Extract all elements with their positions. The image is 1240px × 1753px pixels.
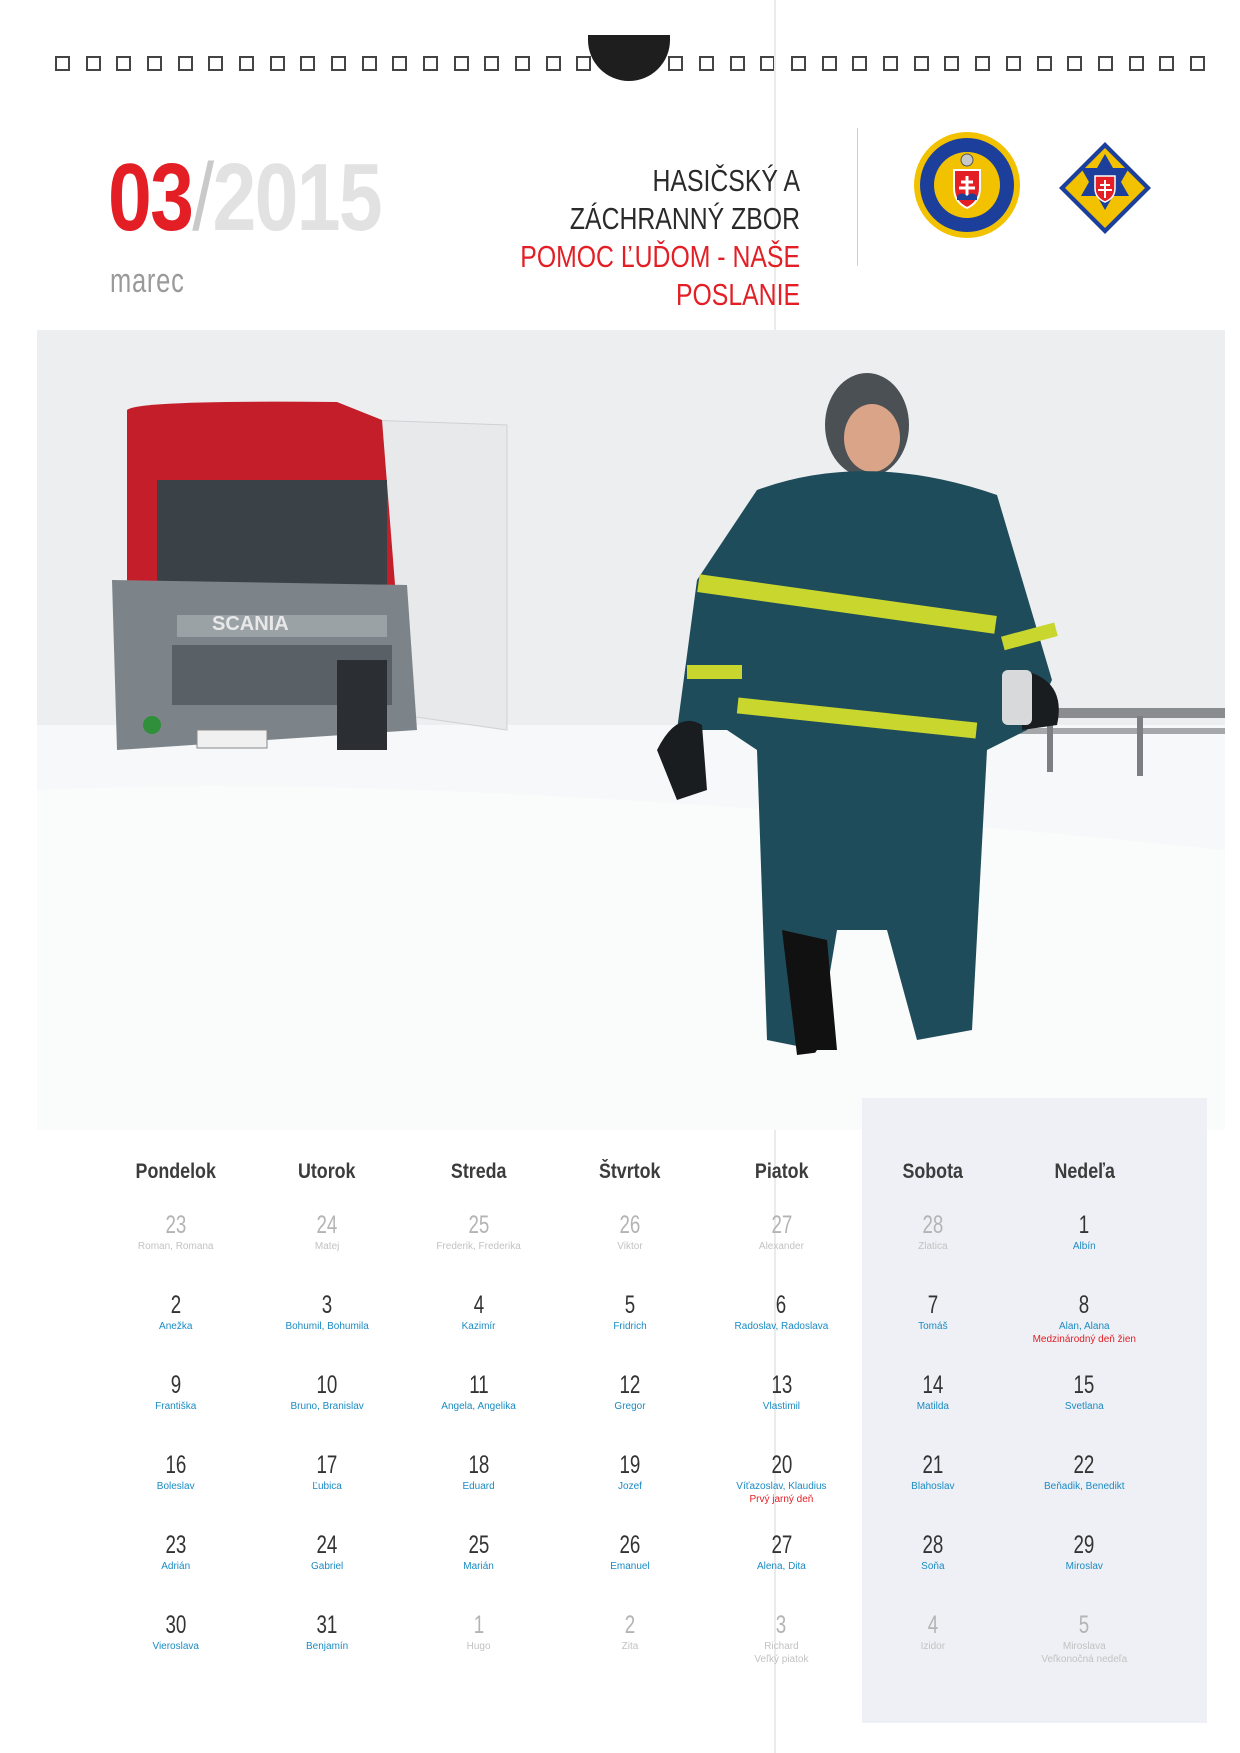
day-number: 26 xyxy=(619,1531,641,1559)
organization-title xyxy=(496,162,800,314)
weekday-header: Štvrtok xyxy=(599,1160,661,1183)
year: 2015 xyxy=(212,144,382,251)
day-cell xyxy=(706,1370,857,1450)
day-cell xyxy=(251,1370,402,1450)
day-cell xyxy=(857,1450,1008,1530)
name-day: Františka xyxy=(155,1401,197,1412)
holiday-note: Veľký piatok xyxy=(754,1654,809,1665)
name-day: Jozef xyxy=(618,1481,642,1492)
day-number: 12 xyxy=(619,1371,641,1399)
day-number: 5 xyxy=(1079,1611,1090,1639)
name-day: Vlastimil xyxy=(762,1401,801,1412)
day-number: 1 xyxy=(1079,1211,1090,1239)
day-number: 25 xyxy=(468,1531,489,1559)
day-cell xyxy=(857,1370,1008,1450)
name-day: Matej xyxy=(314,1241,340,1252)
month-name: marec xyxy=(110,262,185,300)
name-day: Bohumil, Bohumila xyxy=(285,1321,369,1332)
day-cell xyxy=(1009,1450,1160,1530)
name-day: Matilda xyxy=(916,1401,949,1412)
name-day: Tomáš xyxy=(918,1321,948,1332)
day-number: 6 xyxy=(776,1291,787,1319)
binding-hole xyxy=(1159,56,1174,71)
binding-hole xyxy=(86,56,101,71)
name-day: Beňadik, Benedikt xyxy=(1043,1481,1125,1492)
binding-hole xyxy=(147,56,162,71)
binding-hole xyxy=(55,56,70,71)
binding-hole xyxy=(270,56,285,71)
binding-hole xyxy=(484,56,499,71)
day-number: 18 xyxy=(468,1451,489,1479)
binding-hole xyxy=(116,56,131,71)
binding-hole xyxy=(1190,56,1205,71)
day-number: 26 xyxy=(619,1211,641,1239)
day-number: 24 xyxy=(316,1211,338,1239)
day-cell xyxy=(403,1290,554,1370)
fire-rescue-corps-emblem-icon xyxy=(912,130,1022,240)
day-cell xyxy=(251,1210,402,1290)
day-number: 23 xyxy=(165,1531,187,1559)
name-day: Bruno, Branislav xyxy=(290,1401,364,1412)
day-number: 2 xyxy=(624,1611,636,1639)
weekday-header: Streda xyxy=(450,1160,507,1183)
binding-hole xyxy=(914,56,929,71)
day-number: 1 xyxy=(473,1611,484,1639)
day-number: 27 xyxy=(770,1531,792,1559)
binding-hole xyxy=(730,56,745,71)
name-day: Fridrich xyxy=(613,1321,647,1332)
day-number: 24 xyxy=(316,1531,338,1559)
day-cell xyxy=(1009,1370,1160,1450)
day-number: 13 xyxy=(770,1371,792,1399)
holiday-note: Medzinárodný deň žien xyxy=(1032,1334,1136,1345)
binding-hole xyxy=(178,56,193,71)
binding-hole xyxy=(576,56,591,71)
header-divider xyxy=(857,128,858,266)
day-cell xyxy=(857,1210,1008,1290)
day-cell xyxy=(706,1290,857,1370)
day-number: 27 xyxy=(770,1211,792,1239)
name-day: Miroslava xyxy=(1062,1641,1106,1652)
name-day: Alena, Dita xyxy=(756,1561,806,1572)
day-cell xyxy=(100,1450,251,1530)
name-day: Eduard xyxy=(462,1481,495,1492)
name-day: Zita xyxy=(621,1641,639,1652)
day-number: 28 xyxy=(922,1531,944,1559)
binding-hole xyxy=(331,56,346,71)
month-year-separator: / xyxy=(192,144,213,251)
day-number: 11 xyxy=(468,1371,489,1399)
day-cell xyxy=(251,1610,402,1690)
holiday-note: Veľkonočná nedeľa xyxy=(1041,1654,1128,1665)
day-number: 23 xyxy=(165,1211,187,1239)
day-cell xyxy=(706,1450,857,1530)
day-number: 21 xyxy=(922,1451,944,1479)
day-cell xyxy=(554,1450,705,1530)
binding-hole xyxy=(975,56,990,71)
day-number: 15 xyxy=(1073,1371,1095,1399)
name-day: Roman, Romana xyxy=(137,1241,214,1252)
name-day: Soňa xyxy=(921,1561,945,1572)
day-number: 8 xyxy=(1079,1291,1090,1319)
name-day: Kazimír xyxy=(461,1321,496,1332)
binding-hole xyxy=(239,56,254,71)
name-day: Anežka xyxy=(159,1321,193,1332)
month-number: 03 xyxy=(108,144,193,251)
binding-hole xyxy=(944,56,959,71)
name-day: Zlatica xyxy=(918,1241,948,1252)
day-cell xyxy=(706,1210,857,1290)
day-cell xyxy=(403,1370,554,1450)
day-cell xyxy=(100,1210,251,1290)
day-cell xyxy=(1009,1290,1160,1370)
day-number: 4 xyxy=(927,1611,939,1639)
day-cell xyxy=(706,1530,857,1610)
name-day: Ľubica xyxy=(312,1481,342,1492)
weekday-header: Sobota xyxy=(902,1160,964,1183)
hanger-notch xyxy=(588,35,670,81)
day-number: 19 xyxy=(619,1451,641,1479)
day-number: 30 xyxy=(165,1611,187,1639)
day-number: 25 xyxy=(468,1211,489,1239)
name-day: Alexander xyxy=(758,1241,804,1252)
binding-hole xyxy=(1037,56,1052,71)
month-year-heading xyxy=(108,144,382,251)
name-day: Boleslav xyxy=(156,1481,195,1492)
fire-brigade-cross-emblem-icon xyxy=(1057,140,1153,236)
holiday-note: Prvý jarný deň xyxy=(749,1494,814,1505)
name-day: Radoslav, Radoslava xyxy=(734,1321,829,1332)
day-cell xyxy=(1009,1530,1160,1610)
day-cell xyxy=(403,1210,554,1290)
day-cell xyxy=(251,1530,402,1610)
organization-name: HASIČSKÝ A ZÁCHRANNÝ ZBOR xyxy=(569,163,800,236)
binding-hole xyxy=(699,56,714,71)
day-cell xyxy=(1009,1610,1160,1690)
name-day: Gabriel xyxy=(311,1561,344,1572)
weekday-header: Nedeľa xyxy=(1054,1160,1115,1183)
name-day: Izidor xyxy=(920,1641,946,1652)
binding-hole xyxy=(1067,56,1082,71)
binding-hole xyxy=(454,56,469,71)
day-number: 29 xyxy=(1073,1531,1095,1559)
day-cell xyxy=(857,1290,1008,1370)
name-day: Hugo xyxy=(466,1641,491,1652)
day-number: 4 xyxy=(473,1291,484,1319)
weekday-header: Utorok xyxy=(298,1160,356,1183)
name-day: Miroslav xyxy=(1065,1561,1103,1572)
name-day: Frederik, Frederika xyxy=(436,1241,521,1252)
day-number: 22 xyxy=(1073,1451,1095,1479)
name-day: Emanuel xyxy=(610,1561,650,1572)
name-day: Richard xyxy=(764,1641,799,1652)
weekday-header: Piatok xyxy=(754,1160,809,1183)
day-cell xyxy=(554,1370,705,1450)
name-day: Angela, Angelika xyxy=(441,1401,516,1412)
day-cell xyxy=(100,1530,251,1610)
day-cell xyxy=(554,1290,705,1370)
day-number: 31 xyxy=(316,1611,338,1639)
binding-hole xyxy=(1129,56,1144,71)
day-number: 2 xyxy=(170,1291,181,1319)
day-number: 10 xyxy=(316,1371,338,1399)
day-cell xyxy=(706,1610,857,1690)
day-cell xyxy=(554,1530,705,1610)
name-day: Marián xyxy=(463,1561,494,1572)
binding-hole xyxy=(546,56,561,71)
organization-motto: POMOC ĽUĎOM - NAŠE POSLANIE xyxy=(520,239,800,312)
day-cell xyxy=(100,1370,251,1450)
winter-rescue-photo xyxy=(37,330,1225,1130)
day-cell xyxy=(251,1450,402,1530)
day-number: 3 xyxy=(776,1611,787,1639)
day-number: 16 xyxy=(165,1451,187,1479)
day-cell xyxy=(857,1530,1008,1610)
day-number: 9 xyxy=(170,1371,181,1399)
name-day: Alan, Alana xyxy=(1058,1321,1110,1332)
name-day: Albín xyxy=(1072,1241,1096,1252)
day-number: 5 xyxy=(624,1291,636,1319)
binding-hole xyxy=(423,56,438,71)
binding-hole xyxy=(392,56,407,71)
binding-hole xyxy=(1006,56,1021,71)
day-number: 7 xyxy=(927,1291,939,1319)
day-cell xyxy=(554,1610,705,1690)
day-cell xyxy=(403,1530,554,1610)
name-day: Vieroslava xyxy=(152,1641,199,1652)
name-day: Adrián xyxy=(161,1561,191,1572)
truck-brand-label: SCANIA xyxy=(212,613,289,635)
day-cell xyxy=(251,1290,402,1370)
day-cell xyxy=(554,1210,705,1290)
day-cell xyxy=(403,1610,554,1690)
binding-hole xyxy=(300,56,315,71)
day-number: 28 xyxy=(922,1211,944,1239)
binding-hole xyxy=(362,56,377,71)
day-cell xyxy=(403,1450,554,1530)
binding-hole xyxy=(208,56,223,71)
name-day: Blahoslav xyxy=(911,1481,955,1492)
day-number: 14 xyxy=(922,1371,944,1399)
binding-hole xyxy=(883,56,898,71)
day-number: 3 xyxy=(321,1291,333,1319)
day-cell xyxy=(1009,1210,1160,1290)
day-cell xyxy=(100,1290,251,1370)
day-cell xyxy=(857,1610,1008,1690)
binding-hole xyxy=(1098,56,1113,71)
name-day: Benjamín xyxy=(306,1641,349,1652)
day-cell xyxy=(100,1610,251,1690)
day-number: 20 xyxy=(770,1451,792,1479)
binding-hole xyxy=(791,56,806,71)
binding-hole xyxy=(515,56,530,71)
binding-hole xyxy=(822,56,837,71)
name-day: Víťazoslav, Klaudius xyxy=(736,1481,827,1492)
day-number: 17 xyxy=(316,1451,338,1479)
binding-hole xyxy=(852,56,867,71)
name-day: Gregor xyxy=(614,1401,646,1412)
weekday-header: Pondelok xyxy=(135,1160,216,1183)
name-day: Svetlana xyxy=(1064,1401,1104,1412)
binding-hole xyxy=(668,56,683,71)
calendar-grid xyxy=(100,1160,1160,1690)
name-day: Viktor xyxy=(617,1241,643,1252)
